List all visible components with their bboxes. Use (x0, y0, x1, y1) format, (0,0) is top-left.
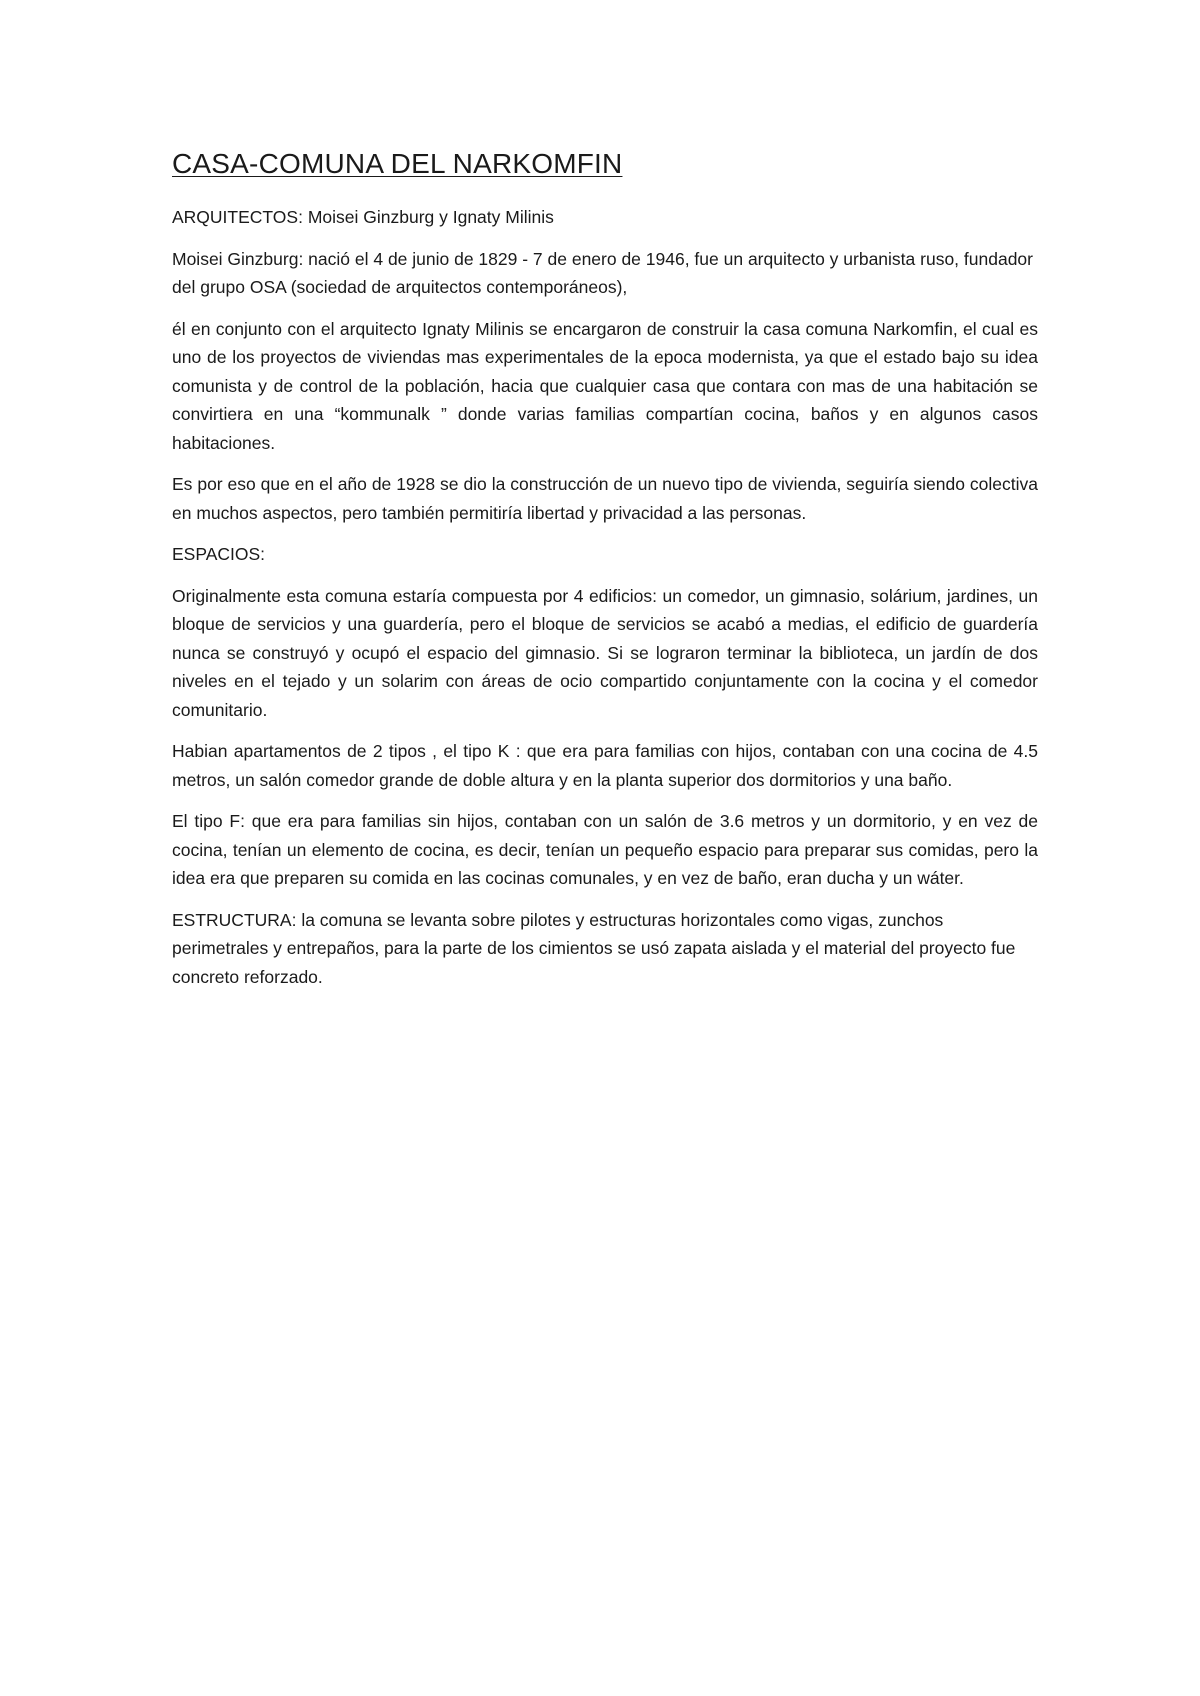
document-body (172, 147, 1038, 1004)
structure-paragraph (172, 906, 1038, 992)
history-paragraph: él en conjunto con el arquitecto Ignaty Milinis se encargaron de construir la casa comuna Narkomfin, el cual es uno de los proyectos de viviendas mas experimentales de la epoca modernista, ya que el estado bajo su idea comunista y de control de la población, hacia que cualquier casa que contara con mas de una habitación se convirtiera en una “kommunalk ” donde varias familias compartían cocina, baños y en algunos casos habitaciones. (172, 318, 1038, 453)
document-title: CASA-COMUNA DEL NARKOMFIN (172, 148, 623, 179)
architects-label: ARQUITECTOS: (172, 207, 303, 227)
spaces-heading: ESPACIOS: (172, 544, 266, 564)
structure-value: la comuna se levanta sobre pilotes y estructuras horizontales como vigas, zunchos perimetrales y entrepaños, para la parte de los cimientos se usó zapata aislada y el material del proyecto fue concreto reforzado. (172, 909, 1016, 987)
architects-line (172, 203, 1038, 232)
structure-label: ESTRUCTURA: (172, 909, 297, 930)
apartment-type-f-paragraph: El tipo F: que era para familias sin hijos, contaban con un salón de 3.6 metros y un dormitorio, y en vez de cocina, tenían un elemento de cocina, es decir, tenían un pequeño espacio para preparar sus comidas, pero la idea era que preparen su comida en las cocinas comunales, y en vez de baño, eran ducha y un wáter. (172, 811, 1038, 888)
apartment-type-k-paragraph: Habian apartamentos de 2 tipos , el tipo K : que era para familias con hijos, contaban con una cocina de 4.5 metros, un salón comedor grande de doble altura y en la planta superior dos dormitorios y una baño. (172, 741, 1038, 790)
biography-paragraph: Moisei Ginzburg: nació el 4 de junio de 1829 - 7 de enero de 1946, fue un arquitecto y urbanista ruso, fundador del grupo OSA (sociedad de arquitectos contemporáneos), (172, 248, 1033, 297)
construction-paragraph: Es por eso que en el año de 1928 se dio la construcción de un nuevo tipo de vivienda, seguiría siendo colectiva en muchos aspectos, pero también permitiría libertad y privacidad a las personas. (172, 474, 1038, 523)
spaces-paragraph: Originalmente esta comuna estaría compuesta por 4 edificios: un comedor, un gimnasio, solárium, jardines, un bloque de servicios y una guardería, pero el bloque de servicios se acabó a medias, el edificio de guardería nunca se construyó y ocupó el espacio del gimnasio. Si se lograron terminar la biblioteca, un jardín de dos niveles en el tejado y un solarim con áreas de ocio compartido conjuntamente con la cocina y el comedor comunitario. (172, 585, 1038, 720)
architects-value: Moisei Ginzburg y Ignaty Milinis (302, 207, 554, 227)
